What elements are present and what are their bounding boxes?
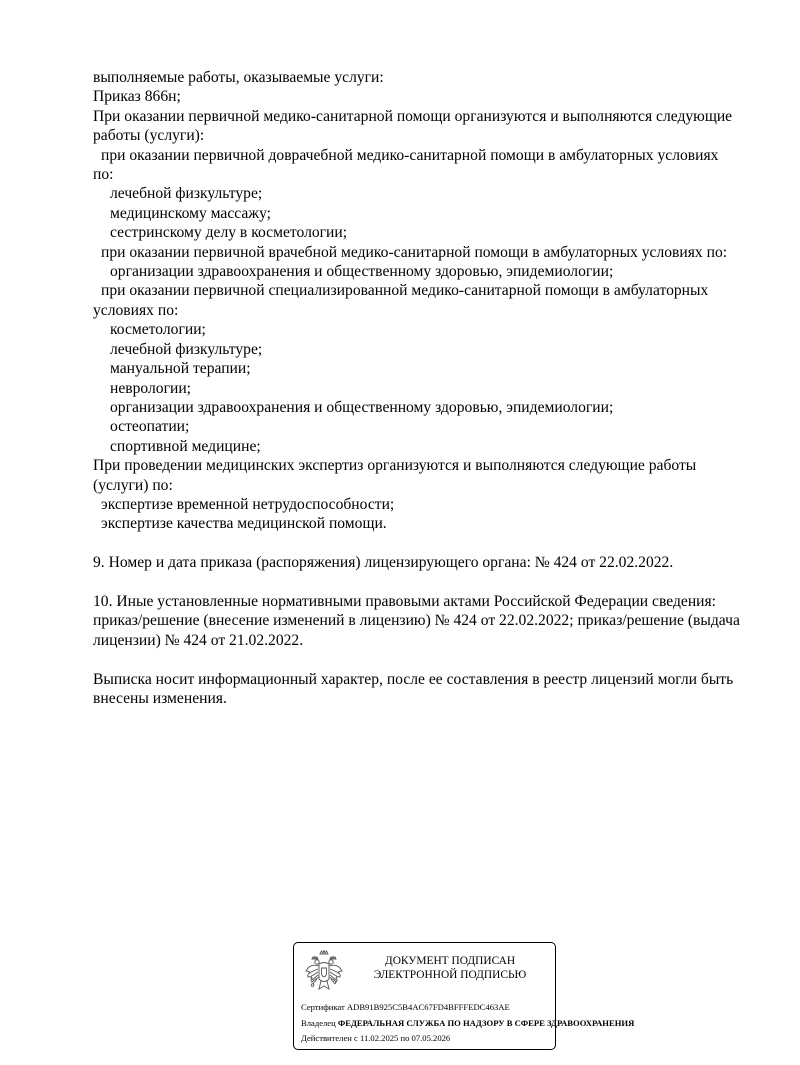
coat-of-arms-icon [304,949,344,993]
text-line: при оказании первичной врачебной медико-санитарной помощи в амбулаторных условиях по: [101,243,728,261]
list-item: экспертизе качества медицинской помощи. [101,515,387,533]
text-line: Приказ 866н; [93,88,181,106]
owner-value: ФЕДЕРАЛЬНАЯ СЛУЖБА ПО НАДЗОРУ В СФЕРЕ ЗДРАВООХРАНЕНИЯ [337,1018,635,1028]
text-line: работы (услуги): [93,127,205,145]
electronic-signature-stamp [293,942,635,1050]
text-line: при оказании первичной специализированной медико-санитарной помощи в амбулаторных [101,282,709,300]
stamp-title [350,954,550,982]
text-line: по: [93,166,114,184]
owner-line [301,1018,634,1029]
list-item: спортивной медицине; [110,437,261,455]
stamp-title-line: ДОКУМЕНТ ПОДПИСАН [384,955,516,967]
document-body [93,68,773,708]
text-line: при оказании первичной доврачебной медико-санитарной помощи в амбулаторных условиях [101,146,719,164]
item-10-text: приказ/решение (внесение изменений в лицензию) № 424 от 22.02.2022; приказ/решение (выдача [93,612,740,630]
note-text: Выписка носит информационный характер, после ее составления в реестр лицензий могли быть [93,670,734,688]
note-text: внесены изменения. [93,689,227,707]
list-item: экспертизе временной нетрудоспособности; [101,495,395,513]
text-line: При проведении медицинских экспертиз организуются и выполняются следующие работы [93,457,697,475]
text-line: (услуги) по: [93,476,173,494]
list-item: лечебной физкультуре; [110,185,263,203]
item-10-text: 10. Иные установленные нормативными правовыми актами Российской Федерации сведения: [93,592,717,610]
list-item: косметологии; [110,321,206,339]
list-item: мануальной терапии; [110,360,251,378]
certificate-line [301,1002,510,1013]
validity-line: Действителен с 11.02.2025 по 07.05.2026 [301,1033,451,1043]
owner-label: Владелец [301,1018,336,1028]
list-item: организации здравоохранения и общественному здоровью, эпидемиологии; [110,263,614,281]
item-10-text: лицензии) № 424 от 21.02.2022. [93,631,304,649]
item-9-text: 9. Номер и дата приказа (распоряжения) лицензирующего органа: № 424 от 22.02.2022. [93,554,674,572]
text-line: выполняемые работы, оказываемые услуги: [93,69,384,86]
list-item: неврологии; [110,379,192,397]
list-item: медицинскому массажу; [110,204,272,222]
text-line: условиях по: [93,301,179,319]
certificate-value: ADB91B925C5B4AC67FD4BFFFEDC463AE [346,1002,510,1012]
list-item: организации здравоохранения и общественному здоровью, эпидемиологии; [110,398,614,416]
list-item: остеопатии; [110,418,190,436]
list-item: лечебной физкультуре; [110,340,263,358]
certificate-label: Сертификат [301,1002,345,1012]
stamp-title-line: ЭЛЕКТРОННОЙ ПОДПИСЬЮ [373,969,527,981]
text-line: При оказании первичной медико-санитарной помощи организуются и выполняются следующие [93,107,733,125]
list-item: сестринскому делу в косметологии; [110,224,348,242]
